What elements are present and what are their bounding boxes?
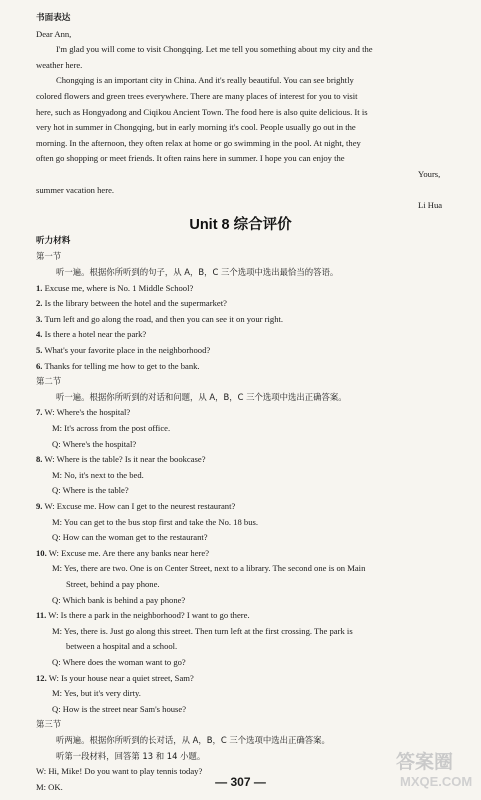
- dialogue-line: M: Yes, there is. Just go along this street. Then turn left at the first crossing. The park is: [52, 625, 353, 636]
- dialogue-line: Q: Which bank is behind a pay phone?: [52, 594, 186, 605]
- list-item: [36, 313, 283, 325]
- dialogue-line: Q: How can the woman get to the restaurant?: [52, 532, 208, 543]
- watermark-graphic: [392, 746, 478, 792]
- item-number: 4.: [36, 329, 43, 340]
- dialogue-line: [36, 609, 250, 621]
- section2-label: 第二节: [36, 376, 62, 387]
- dialogue-line: Q: Where does the woman want to go?: [52, 657, 186, 667]
- line-text: W: Where's the hospital?: [44, 407, 131, 418]
- essay-signature: Li Hua: [418, 200, 443, 211]
- item-text: What's your favorite place in the neighborhood?: [44, 345, 211, 355]
- item-number: 2.: [36, 298, 43, 309]
- essay-line: Chongqing is an important city in China. And it's really beautiful. You can see brightly: [56, 75, 354, 86]
- dialogue-line: M: Yes, but it's very dirty.: [52, 688, 141, 699]
- section2-instruction: 听一遍。根据你所听到的对话和问题，从 A，B，C 三个选项中选出正确答案。: [56, 391, 347, 402]
- line-text: W: Excuse me. How can I get to the neurest restaurant?: [44, 501, 236, 511]
- watermark-logo: [392, 746, 478, 792]
- item-text: Is the library between the hotel and the supermarket?: [44, 298, 227, 309]
- dialogue-line: Q: Where is the table?: [52, 485, 129, 496]
- item-text: Is there a hotel near the park?: [44, 329, 147, 340]
- line-text: W: Is your house near a quiet street, Sam?: [48, 672, 194, 683]
- item-number: 10.: [36, 547, 47, 558]
- page-number: — 307 —: [215, 775, 266, 789]
- list-item: [36, 344, 210, 356]
- line-text: W: Is there a park in the neighborhood? I want to go there.: [48, 610, 250, 621]
- unit-title: Unit 8 综合评价: [189, 217, 292, 234]
- dialogue-line: M: You can get to the bus stop first and take the No. 18 bus.: [52, 516, 258, 527]
- watermark-url: MXQE.COM: [400, 774, 473, 789]
- dialogue-line: M: No, it's next to the bed.: [52, 469, 144, 480]
- dialogue-line: [36, 406, 130, 418]
- line-text: W: Where is the table? Is it near the bookcase?: [44, 454, 206, 465]
- essay-line: morning. In the afternoon, they often relax at home or go swimming in the pool. At night, they: [36, 137, 361, 148]
- essay-salutation: Dear Ann,: [36, 28, 72, 39]
- item-number: 11.: [36, 610, 47, 621]
- dialogue-line: [36, 547, 209, 559]
- essay-heading: 书面表达: [36, 13, 71, 23]
- item-text: Thanks for telling me how to get to the bank.: [44, 360, 200, 371]
- essay-line: colored flowers and green trees everywhere. There are many places of interest for you to visit: [36, 91, 358, 101]
- dialogue-line: M: OK.: [36, 781, 63, 792]
- dialogue-line: Q: How is the street near Sam's house?: [52, 703, 187, 714]
- item-number: 8.: [36, 454, 43, 465]
- item-number: 6.: [36, 360, 43, 371]
- line-text: W: Excuse me. Are there any banks near here?: [48, 547, 210, 558]
- dialogue-line: W: Hi, Mike! Do you want to play tennis today?: [36, 766, 203, 777]
- item-text: Excuse me, where is No. 1 Middle School?: [44, 282, 194, 293]
- section1-instruction: 听一遍。根据你所听到的句子，从 A，B，C 三个选项中选出最恰当的答语。: [56, 267, 339, 277]
- essay-line: very hot in summer in Chongqing, but in early morning it's cool. People usually go out in the: [36, 122, 356, 133]
- dialogue-line: between a hospital and a school.: [66, 641, 178, 652]
- item-number: 5.: [36, 345, 43, 355]
- list-item: [36, 328, 146, 340]
- essay-line: here, such as Hongyadong and Ciqikou Ancient Town. The food here is also quite delicious. It is: [36, 106, 368, 117]
- item-number: 3.: [36, 313, 43, 324]
- dialogue-line: [36, 500, 235, 512]
- essay-line: I'm glad you will come to visit Chongqing. Let me tell you something about my city and the: [56, 44, 373, 55]
- section3-label: 第三节: [36, 719, 62, 730]
- list-item: [36, 282, 193, 294]
- watermark-text: 答案圈: [396, 751, 454, 773]
- list-item: [36, 360, 200, 372]
- item-number: 12.: [36, 672, 47, 683]
- section3-instruction: 听两遍。根据你所听到的长对话，从 A，B，C 三个选项中选出正确答案。: [56, 735, 330, 745]
- section1-label: 第一节: [36, 251, 62, 262]
- section3-subinstruction: 听第一段材料，回答第 13 和 14 小题。: [56, 750, 206, 761]
- essay-line: often go shopping or meet friends. It often rains here in summer. I hope you can enjoy the: [36, 153, 345, 164]
- dialogue-line: M: It's across from the post office.: [52, 423, 171, 433]
- item-number: 1.: [36, 282, 43, 293]
- dialogue-line: Q: Where's the hospital?: [52, 438, 137, 449]
- list-item: [36, 297, 227, 309]
- dialogue-line: M: Yes, there are two. One is on Center Street, next to a library. The second one is on Main: [52, 563, 366, 574]
- item-text: Turn left and go along the road, and then you can see it on your right.: [44, 313, 284, 324]
- dialogue-line: Street, behind a pay phone.: [66, 579, 160, 589]
- item-number: 7.: [36, 407, 43, 418]
- essay-line: summer vacation here.: [36, 184, 115, 195]
- dialogue-line: [36, 453, 206, 465]
- dialogue-line: [36, 672, 194, 684]
- essay-closing: Yours,: [418, 169, 441, 179]
- listening-heading: 听力材料: [36, 235, 71, 246]
- essay-line: weather here.: [36, 59, 83, 70]
- item-number: 9.: [36, 501, 43, 511]
